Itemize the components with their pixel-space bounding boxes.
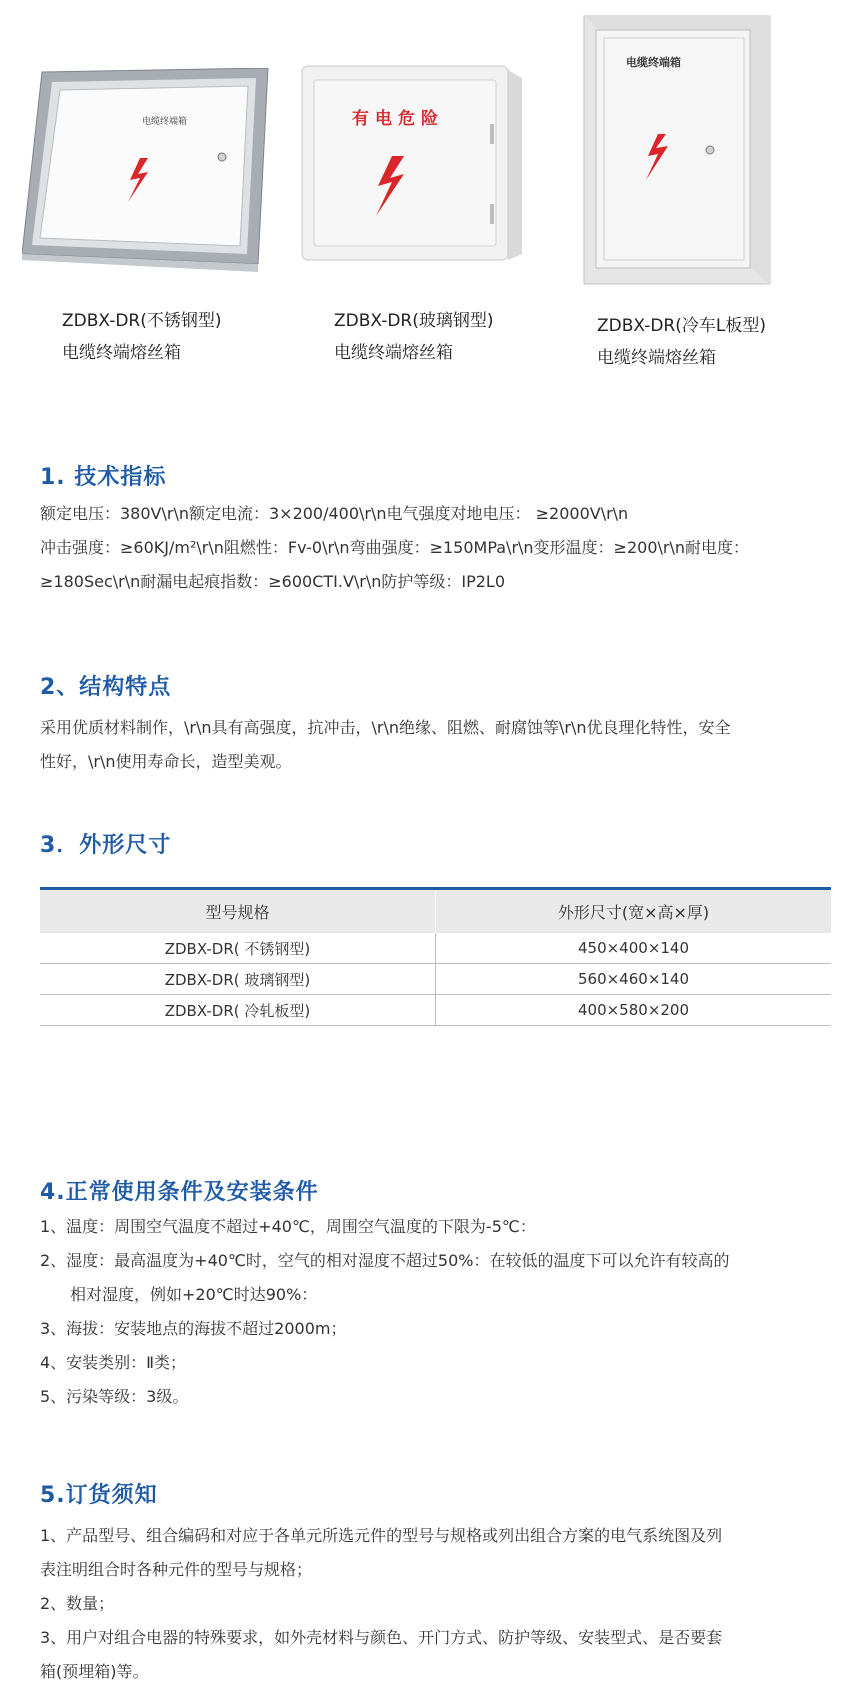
box-label-3: 电缆终端箱 [626, 56, 681, 69]
table-cell: ZDBX-DR( 玻璃钢型) [40, 964, 436, 995]
product-image-fiberglass [300, 64, 526, 262]
product-image-stainless [22, 68, 270, 272]
dimensions-table [40, 887, 831, 1026]
text-line: 箱(预埋箱)等。 [40, 1662, 149, 1681]
product-model: ZDBX-DR(冷车L板型) [597, 316, 766, 336]
tech-spec-text [40, 497, 830, 599]
table-header-size: 外形尺寸(宽×高×厚) [436, 889, 832, 934]
product-caption-3 [597, 310, 766, 374]
table-cell: 560×460×140 [436, 964, 832, 995]
text-line: 冲击强度：≥60KJ/m²\r\n阻燃性：Fv-0\r\n弯曲强度：≥150MPa\r\n变形温度：≥200\r\n耐电度： [40, 538, 749, 557]
conditions-text [40, 1210, 830, 1414]
table-header-row [40, 889, 831, 934]
text-line: 3、用户对组合电器的特殊要求，如外壳材料与颜色、开门方式、防护等级、安装型式、是否要套 [40, 1628, 723, 1647]
section-title-dims: 3．外形尺寸 [40, 833, 172, 858]
text-line: 2、湿度：最高温度为+40℃时，空气的相对湿度不超过50%：在较低的温度下可以允许有较高的 [40, 1251, 730, 1270]
structure-text [40, 711, 830, 779]
section-title-order: 5.订货须知 [40, 1483, 158, 1508]
text-line: ≥180Sec\r\n耐漏电起痕指数：≥600CTI.V\r\n防护等级：IP2L0 [40, 572, 506, 591]
text-line: 1、产品型号、组合编码和对应于各单元所选元件的型号与规格或列出组合方案的电气系统图及列 [40, 1526, 723, 1545]
product-caption-2 [334, 305, 494, 369]
table-row [40, 995, 831, 1026]
product-name: 电缆终端熔丝箱 [334, 343, 453, 363]
order-text [40, 1519, 830, 1689]
text-line: 性好，\r\n使用寿命长，造型美观。 [40, 752, 292, 771]
table-cell: ZDBX-DR( 冷轧板型) [40, 995, 436, 1026]
lock-icon [218, 153, 226, 161]
section-title-conditions: 4.正常使用条件及安装条件 [40, 1180, 319, 1205]
table-cell: 400×580×200 [436, 995, 832, 1026]
text-line: 1、温度：周围空气温度不超过+40℃，周围空气温度的下限为-5℃： [40, 1217, 536, 1236]
product-name: 电缆终端熔丝箱 [597, 348, 716, 368]
text-line: 额定电压：380V\r\n额定电流：3×200/400\r\n电气强度对地电压： ≥2000V\r\n [40, 504, 629, 523]
text-line: 5、污染等级：3级。 [40, 1387, 189, 1406]
text-line: 4、安装类别：Ⅱ类； [40, 1353, 187, 1372]
product-caption-1 [62, 305, 222, 369]
table-row [40, 964, 831, 995]
table-header-model: 型号规格 [40, 889, 436, 934]
section-title-structure: 2、结构特点 [40, 675, 172, 700]
product-model: ZDBX-DR(玻璃钢型) [334, 311, 494, 331]
text-line: 采用优质材料制作，\r\n具有高强度，抗冲击，\r\n绝缘、阻燃、耐腐蚀等\r\n优良理化特性，安全 [40, 718, 731, 737]
lock-icon [706, 146, 714, 154]
section-title-tech: 1. 技术指标 [40, 465, 167, 490]
text-line: 表注明组合时各种元件的型号与规格； [40, 1560, 313, 1579]
box-label-1: 电缆终端箱 [142, 117, 188, 127]
product-name: 电缆终端熔丝箱 [62, 343, 181, 363]
table-row [40, 933, 831, 964]
table-cell: 450×400×140 [436, 933, 832, 964]
text-line: 相对湿度，例如+20℃时达90%： [70, 1285, 318, 1304]
text-line: 2、数量； [40, 1594, 115, 1613]
box-label-2: 有电危险 [352, 109, 444, 129]
product-model: ZDBX-DR(不锈钢型) [62, 311, 222, 331]
product-image-cold-rolled [582, 14, 772, 286]
text-line: 3、海拔：安装地点的海拔不超过2000m； [40, 1319, 347, 1338]
table-cell: ZDBX-DR( 不锈钢型) [40, 933, 436, 964]
